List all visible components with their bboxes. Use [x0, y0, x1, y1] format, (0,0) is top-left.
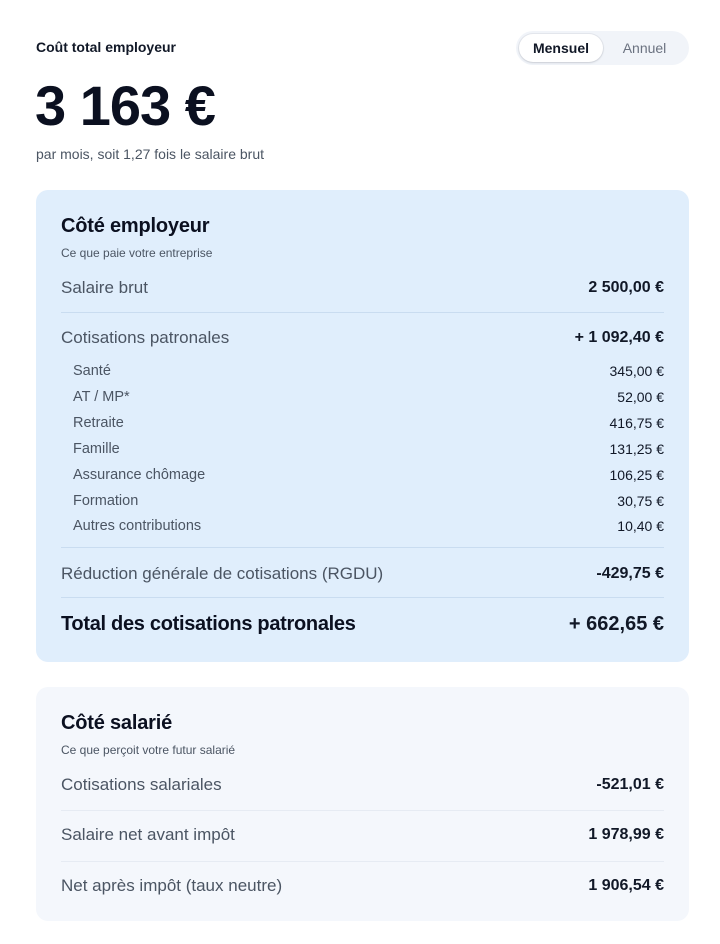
breakdown-label: Assurance chômage — [73, 467, 206, 483]
employer-card-subtitle: Ce que paie votre entreprise — [61, 246, 213, 260]
employer-card-title: Côté employeur — [61, 215, 210, 237]
breakdown-row-famille — [61, 436, 664, 462]
breakdown-value: 30,75 € — [617, 493, 664, 509]
employer-total-value: + 662,65 € — [568, 612, 664, 635]
breakdown-row-formation — [61, 488, 664, 514]
employee-row-label: Salaire net avant impôt — [61, 825, 235, 844]
period-toggle — [516, 31, 689, 65]
employee-row-value: 1 978,99 € — [588, 826, 664, 843]
cost-header-label: Coût total employeur — [36, 39, 177, 55]
toggle-yearly-button[interactable]: Annuel — [622, 40, 667, 56]
employee-card-subtitle: Ce que perçoit votre futur salarié — [61, 743, 236, 757]
reduction-value: -429,75 € — [596, 565, 664, 582]
breakdown-label: AT / MP* — [73, 389, 130, 405]
gross-salary-value: 2 500,00 € — [588, 279, 664, 296]
employer-total-label: Total des cotisations patronales — [61, 612, 356, 635]
divider — [61, 547, 664, 548]
breakdown-value: 52,00 € — [617, 389, 664, 405]
reduction-label: Réduction générale de cotisations (RGDU) — [61, 564, 384, 583]
reduction-row — [61, 549, 664, 599]
total-cost-value: 3 163 € — [35, 74, 215, 137]
net-after-tax-row — [61, 861, 664, 911]
employer-contributions-label: Cotisations patronales — [61, 328, 230, 347]
breakdown-row-assurance-chomage — [61, 462, 664, 488]
breakdown-row-at-mp — [61, 384, 664, 410]
employee-row-label: Net après impôt (taux neutre) — [61, 876, 283, 895]
breakdown-value: 131,25 € — [609, 441, 664, 457]
breakdown-label: Formation — [73, 493, 139, 509]
breakdown-label: Famille — [73, 441, 120, 457]
employee-contributions-row — [61, 760, 664, 810]
employee-row-value: 1 906,54 € — [588, 877, 664, 894]
breakdown-label: Autres contributions — [73, 518, 202, 534]
breakdown-row-autres — [61, 513, 664, 539]
toggle-monthly-button[interactable]: Mensuel — [519, 34, 603, 62]
net-before-tax-row — [61, 810, 664, 860]
breakdown-label: Retraite — [73, 415, 124, 431]
employee-row-value: -521,01 € — [596, 776, 664, 793]
breakdown-value: 106,25 € — [609, 467, 664, 483]
breakdown-value: 416,75 € — [609, 415, 664, 431]
employer-contributions-value: + 1 092,40 € — [574, 329, 664, 346]
employee-card-title: Côté salarié — [61, 712, 172, 734]
employee-card — [36, 687, 689, 921]
employer-card — [36, 190, 689, 662]
divider — [61, 597, 664, 598]
breakdown-row-sante — [61, 358, 664, 384]
total-cost-subtitle: par mois, soit 1,27 fois le salaire brut — [36, 146, 264, 162]
breakdown-value: 10,40 € — [617, 518, 664, 534]
employer-contributions-row — [61, 313, 664, 363]
gross-salary-label: Salaire brut — [61, 278, 148, 297]
employer-total-row — [61, 599, 664, 649]
gross-salary-row — [61, 263, 664, 313]
breakdown-row-retraite — [61, 410, 664, 436]
employee-row-label: Cotisations salariales — [61, 775, 222, 794]
breakdown-value: 345,00 € — [609, 363, 664, 379]
breakdown-label: Santé — [73, 363, 111, 379]
